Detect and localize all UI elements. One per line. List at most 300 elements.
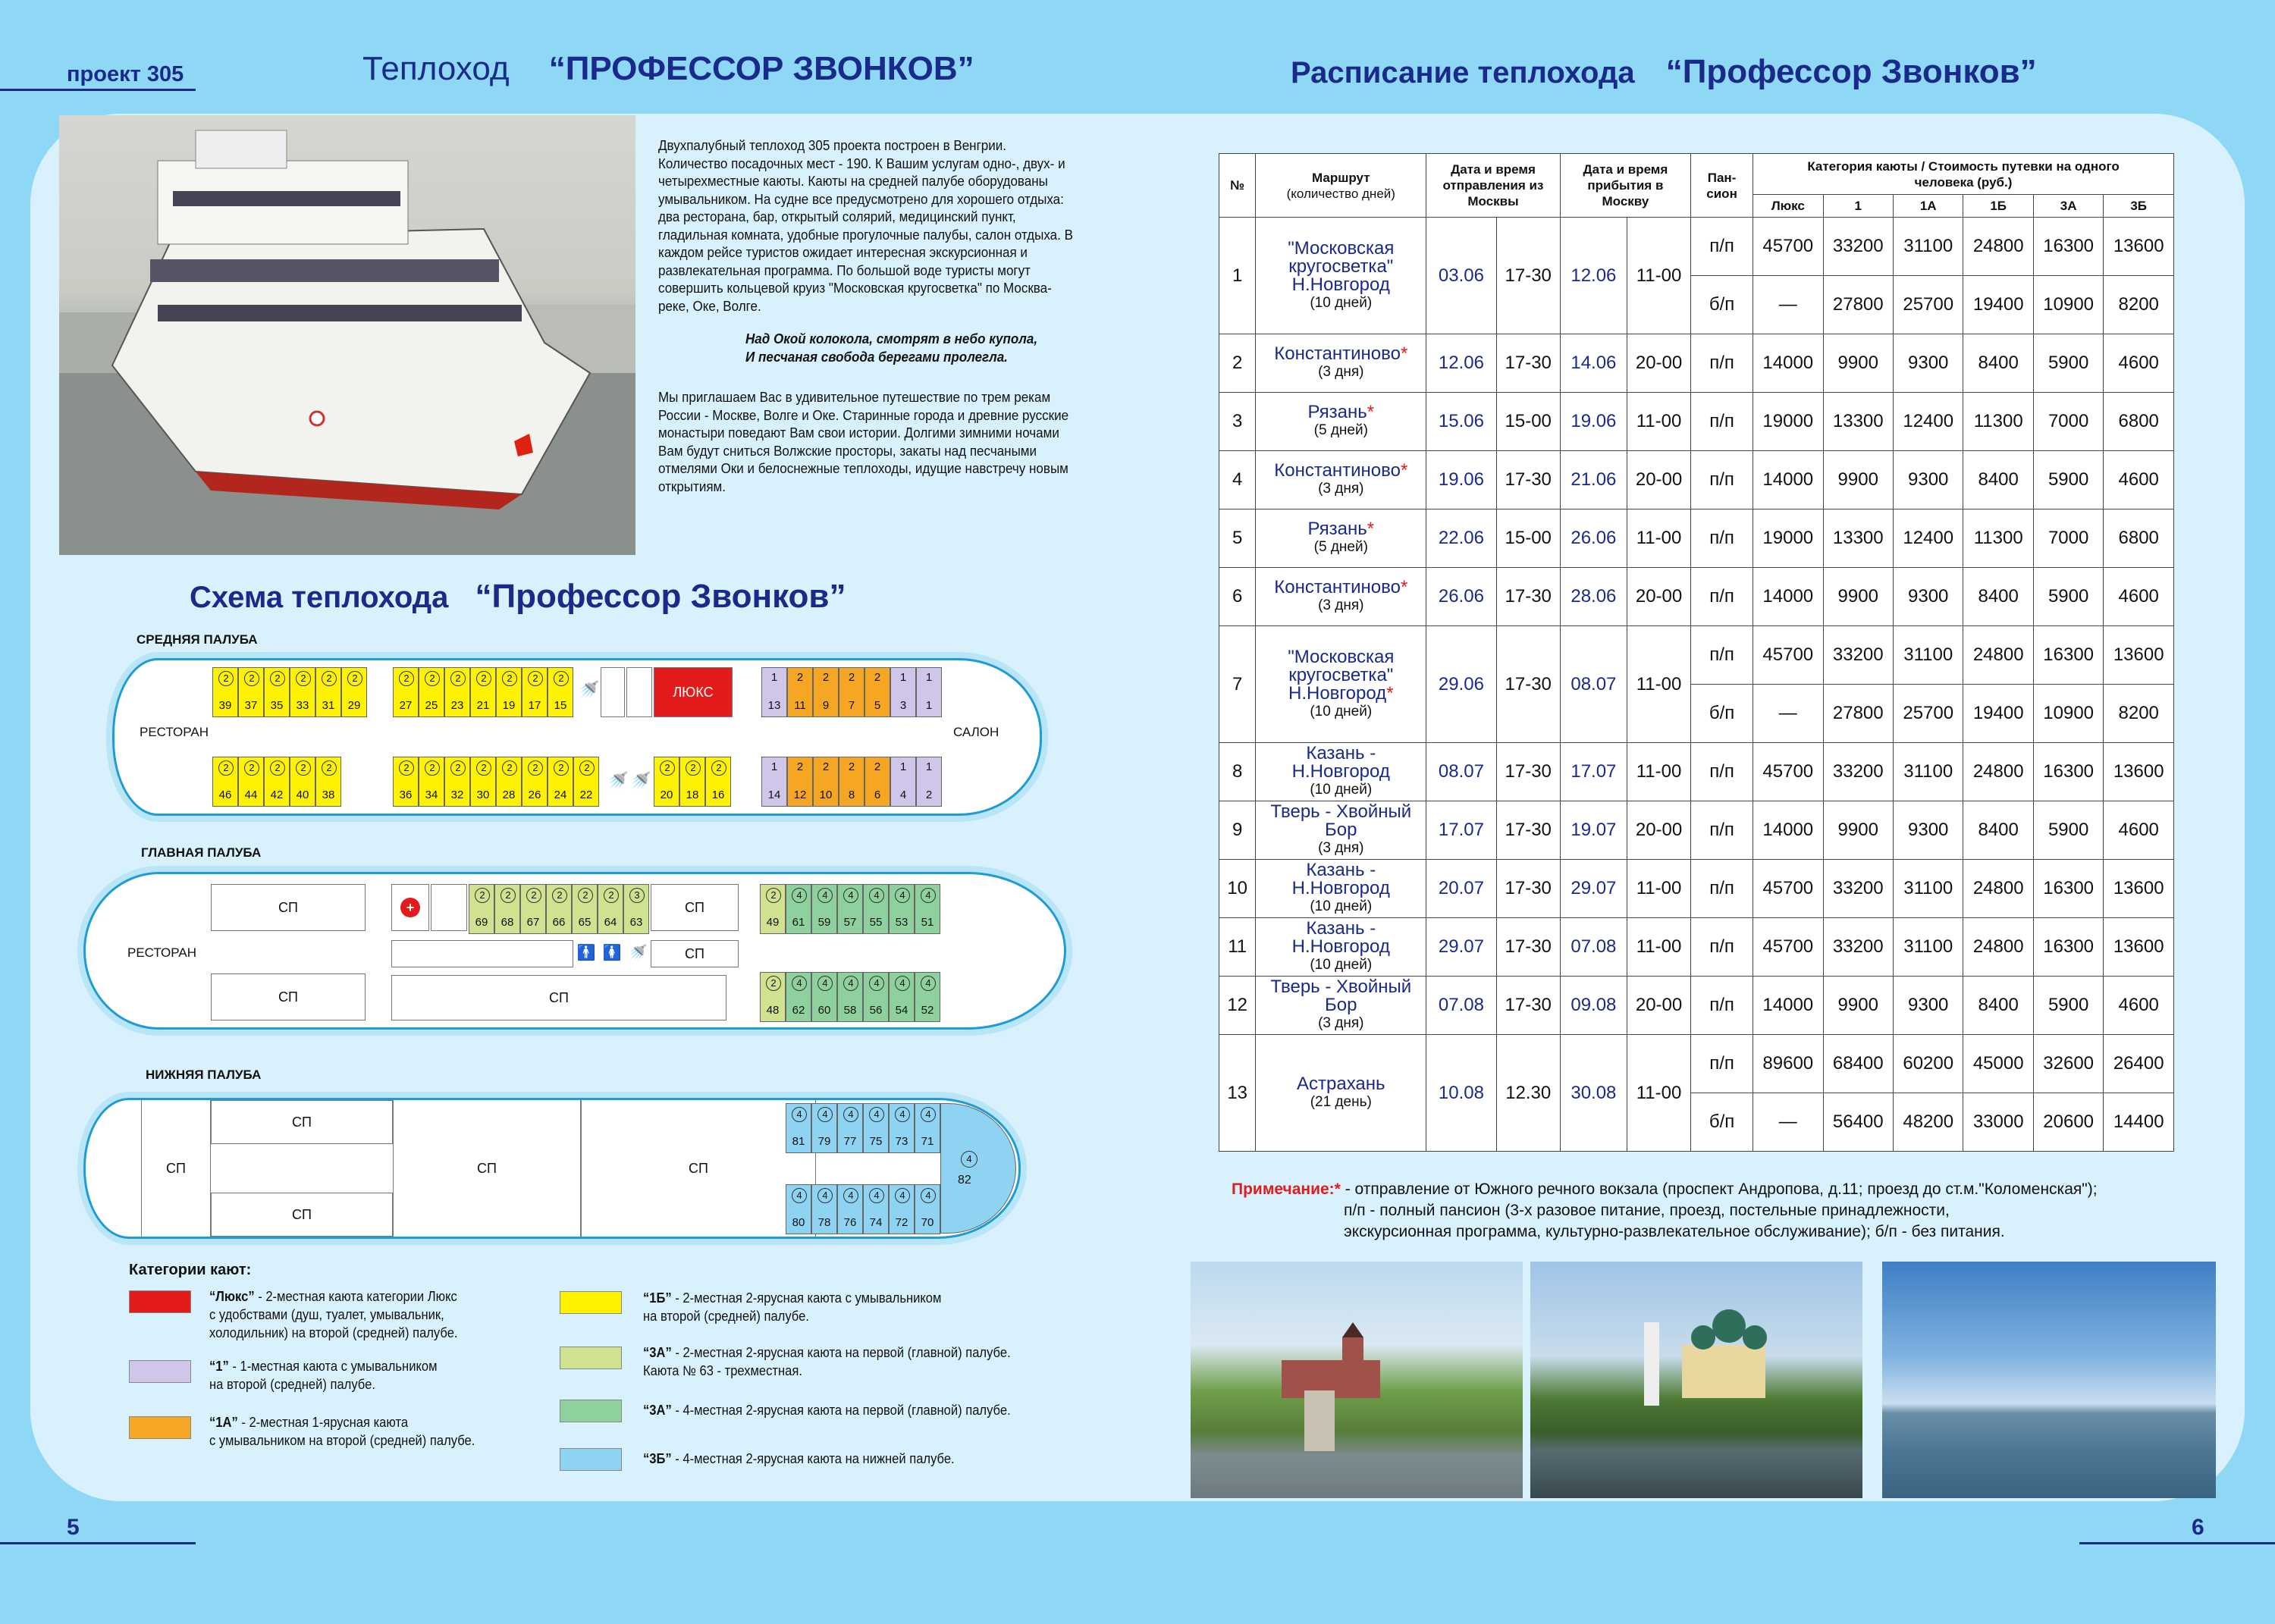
legend-text: на второй (средней) палубе. [209, 1377, 375, 1392]
cabin-number: 71 [921, 1135, 934, 1148]
cabin-number: 51 [921, 916, 934, 929]
table-cell: 31100 [1893, 860, 1963, 918]
cabin-number: 62 [792, 1004, 805, 1017]
note-star: * [1334, 1180, 1341, 1198]
table-cell: 45700 [1753, 218, 1823, 276]
legend-text: - 4-местная 2-ярусная каюта на первой (главной) палубе. [671, 1403, 1011, 1418]
table-cell: 5900 [2033, 568, 2103, 626]
legend-swatch-3a-4 [560, 1400, 622, 1422]
cabin[interactable] [889, 884, 915, 934]
cat-mark: 2 [660, 760, 675, 776]
cabin[interactable] [863, 1103, 889, 1153]
route-cell [1256, 451, 1426, 509]
table-cell: 27800 [1823, 685, 1893, 743]
l-bot-row [786, 1184, 940, 1234]
cat-mark: 4 [921, 888, 936, 903]
cabin[interactable] [863, 1184, 889, 1234]
cabin[interactable] [890, 667, 916, 717]
cabin[interactable] [811, 884, 837, 934]
lux-cabin[interactable]: ЛЮКС [654, 667, 733, 717]
cabin-number: 66 [552, 916, 566, 929]
cabin[interactable] [315, 757, 341, 807]
cabin[interactable] [341, 667, 367, 717]
cabin[interactable] [393, 667, 419, 717]
table-cell: 27800 [1823, 276, 1893, 334]
legend-name: “1А” [209, 1415, 238, 1430]
route-days: (10 дней) [1310, 782, 1373, 798]
cabin[interactable] [598, 884, 623, 934]
cabin[interactable] [916, 757, 942, 807]
cabin-number: 79 [817, 1135, 831, 1148]
table-cell: 8400 [1963, 977, 2033, 1035]
cat-mark: 2 [450, 671, 466, 686]
table-cell: 12 [1219, 977, 1256, 1035]
cabin[interactable] [786, 972, 811, 1022]
cat-mark: 2 [528, 671, 543, 686]
cat-mark: 4 [817, 1107, 833, 1122]
table-cell: 68400 [1823, 1035, 1893, 1093]
table-cell: 4600 [2104, 334, 2174, 393]
legend-name: “1Б” [643, 1290, 672, 1306]
cabin[interactable] [212, 667, 238, 717]
table-cell: 20.07 [1426, 860, 1496, 918]
left-title [362, 50, 974, 88]
table-cell: 24800 [1963, 918, 2033, 977]
cabin[interactable] [890, 757, 916, 807]
table-cell: 12400 [1893, 393, 1963, 451]
scheme-title-prefix: Схема теплохода [190, 581, 449, 614]
cabin[interactable] [572, 884, 598, 934]
cabin[interactable] [573, 757, 599, 807]
main-restaurant: РЕСТОРАН [127, 945, 197, 960]
cat-mark: 4 [895, 888, 910, 903]
cabin[interactable] [212, 757, 238, 807]
table-cell: 16300 [2033, 860, 2103, 918]
right-title-name: “Профессор Звонков” [1665, 53, 2037, 90]
cabin-number: 27 [399, 699, 413, 712]
route-name: Рязань [1307, 519, 1367, 539]
main-corridor [391, 940, 573, 967]
table-cell: 20-00 [1627, 451, 1691, 509]
cabin[interactable] [811, 1103, 837, 1153]
route-days: (3 дня) [1318, 597, 1364, 613]
cabin[interactable] [546, 884, 572, 934]
cabin[interactable] [889, 1103, 915, 1153]
cabin[interactable] [264, 757, 290, 807]
table-cell: 14000 [1753, 334, 1823, 393]
route-days: (5 дней) [1313, 539, 1368, 555]
table-cell: 31100 [1893, 218, 1963, 276]
cabin[interactable] [522, 667, 548, 717]
cabin[interactable] [787, 757, 813, 807]
cabin-number: 73 [895, 1135, 908, 1148]
table-cell: 28.06 [1560, 568, 1627, 626]
table-cell: 6800 [2104, 509, 2174, 568]
table-cell: 13600 [2104, 218, 2174, 276]
cabin[interactable] [679, 757, 705, 807]
legend-name: “3Б” [643, 1451, 672, 1466]
cat-mark: 4 [895, 1107, 910, 1122]
route-name: Астрахань [1297, 1073, 1385, 1094]
cabin[interactable] [393, 757, 419, 807]
cabin-number: 69 [475, 916, 488, 929]
table-cell: 13300 [1823, 509, 1893, 568]
schedule-row [1219, 218, 2174, 276]
cabin[interactable] [839, 757, 864, 807]
table-cell: 17-30 [1496, 218, 1560, 334]
footer-line-left [0, 1542, 196, 1544]
table-cell: 25700 [1893, 276, 1963, 334]
legend-text: с умывальником на второй (средней) палубе. [209, 1433, 475, 1448]
legend-text: - 2-местная 1-ярусная каюта [237, 1415, 409, 1430]
cabin[interactable] [238, 757, 264, 807]
table-cell: 19000 [1753, 393, 1823, 451]
schedule-row [1219, 451, 2174, 509]
cabin-number: 76 [843, 1216, 857, 1229]
cabin-number: 14 [767, 788, 781, 801]
cabin-number: 11 [794, 699, 806, 712]
table-cell: 12.06 [1426, 334, 1496, 393]
cabin[interactable] [315, 667, 341, 717]
cabin[interactable] [863, 884, 889, 934]
table-cell: п/п [1691, 568, 1753, 626]
cabin[interactable] [837, 1184, 863, 1234]
col-header-pension: Пан- сион [1691, 154, 1753, 218]
table-cell: 20-00 [1627, 334, 1691, 393]
cat-mark: 2 [604, 888, 619, 903]
cat-mark: 2 [554, 671, 569, 686]
table-cell: 15-00 [1496, 393, 1560, 451]
cabin[interactable] [419, 667, 444, 717]
cat-mark: 4 [817, 888, 833, 903]
route-days: (10 дней) [1310, 957, 1373, 973]
cabin[interactable] [654, 757, 679, 807]
table-cell: 03.06 [1426, 218, 1496, 334]
route-name: Казань - Н.Новгород [1291, 918, 1390, 957]
cabin-number: 39 [218, 699, 232, 712]
cabin-number: 46 [218, 788, 232, 801]
cabin-cat: 2 [796, 671, 804, 684]
cabin[interactable] [811, 1184, 837, 1234]
main-sp-3: СП [651, 884, 739, 931]
cat-mark: 2 [766, 976, 781, 991]
cabin[interactable] [548, 667, 573, 717]
table-cell: 17-30 [1496, 860, 1560, 918]
cat-mark: 2 [502, 760, 517, 776]
cabin[interactable] [864, 667, 890, 717]
cabin[interactable] [238, 667, 264, 717]
cabin[interactable] [520, 884, 546, 934]
lower-sp-2: СП [211, 1193, 393, 1237]
cabin-cat: 1 [925, 760, 933, 773]
table-cell: 9300 [1893, 568, 1963, 626]
cat-mark: 4 [843, 1188, 858, 1203]
cabin[interactable] [837, 1103, 863, 1153]
church-illustration [1530, 1262, 1862, 1498]
cabin-number: 23 [450, 699, 464, 712]
cabin[interactable] [470, 667, 496, 717]
table-cell: 5900 [2033, 801, 2103, 860]
cabin[interactable] [290, 757, 315, 807]
table-cell: 07.08 [1426, 977, 1496, 1035]
cabin[interactable] [889, 972, 915, 1022]
cabin-number: 77 [843, 1135, 857, 1148]
route-star: * [1400, 460, 1408, 481]
shower-icon-2: 🚿 [607, 771, 629, 790]
footer-line-right [2079, 1542, 2275, 1544]
cabin-number: 70 [921, 1216, 934, 1229]
cat-mark: 4 [869, 1107, 884, 1122]
table-cell: 11-00 [1627, 509, 1691, 568]
table-cell: 11 [1219, 918, 1256, 977]
cabin[interactable] [813, 667, 839, 717]
table-cell: п/п [1691, 801, 1753, 860]
cabin[interactable] [786, 1103, 811, 1153]
ship-photo [59, 115, 635, 555]
cabin[interactable] [915, 1103, 940, 1153]
cat-mark: 2 [244, 671, 259, 686]
cat-mark: 3 [629, 888, 645, 903]
cabin[interactable] [813, 757, 839, 807]
table-cell: 26400 [2104, 1035, 2174, 1093]
legend-text: холодильник) на второй (средней) палубе. [209, 1325, 458, 1340]
cabin[interactable] [837, 972, 863, 1022]
cat-mark: 2 [766, 888, 781, 903]
cabin-number: 54 [895, 1004, 908, 1017]
table-cell: п/п [1691, 626, 1753, 685]
cabin[interactable] [522, 757, 548, 807]
note-label: Примечание: [1232, 1180, 1335, 1198]
cabin-number: 56 [869, 1004, 883, 1017]
photo-volga [1882, 1262, 2216, 1498]
cabin[interactable] [470, 757, 496, 807]
legend-swatch-lux [129, 1290, 191, 1313]
schedule-body [1219, 218, 2174, 1152]
table-cell: 10900 [2033, 685, 2103, 743]
cabin[interactable] [444, 757, 470, 807]
cabin-number: 5 [874, 699, 881, 712]
cabin[interactable] [760, 884, 786, 934]
table-cell: п/п [1691, 1035, 1753, 1093]
cabin[interactable] [837, 884, 863, 934]
col-header-departure: Дата и время отправления из Москвы [1426, 154, 1561, 218]
route-name: Константиново [1274, 343, 1401, 364]
table-cell: 48200 [1893, 1093, 1963, 1152]
table-cell: 17-30 [1496, 977, 1560, 1035]
cabin[interactable] [889, 1184, 915, 1234]
table-cell: 8400 [1963, 568, 2033, 626]
cabin[interactable] [839, 667, 864, 717]
cabin[interactable] [494, 884, 520, 934]
table-cell: 26.06 [1426, 568, 1496, 626]
cabin[interactable] [786, 884, 811, 934]
legend-text: - 2-местная 2-ярусная каюта с умывальником [671, 1290, 942, 1306]
cabin[interactable] [864, 757, 890, 807]
table-cell: п/п [1691, 334, 1753, 393]
table-cell: п/п [1691, 743, 1753, 801]
cabin[interactable] [548, 757, 573, 807]
table-cell: 24800 [1963, 626, 2033, 685]
table-cell: 8400 [1963, 801, 2033, 860]
table-cell: 11300 [1963, 509, 2033, 568]
legend-text: Каюта № 63 - трехместная. [643, 1363, 802, 1378]
cabin[interactable] [469, 884, 494, 934]
table-cell: 22.06 [1426, 509, 1496, 568]
cabin[interactable] [760, 972, 786, 1022]
table-cell: 9900 [1823, 977, 1893, 1035]
cabin[interactable] [761, 667, 787, 717]
table-cell: б/п [1691, 276, 1753, 334]
cabin-number: 35 [270, 699, 284, 712]
table-cell: 17-30 [1496, 568, 1560, 626]
cabin[interactable] [761, 757, 787, 807]
table-cell: 13 [1219, 1035, 1256, 1152]
table-cell: 8200 [2104, 685, 2174, 743]
scheme-title-name: “Профессор Звонков” [475, 578, 846, 615]
cabin-number: 8 [848, 788, 855, 801]
cat-mark: 4 [869, 888, 884, 903]
intro-paragraph-1: Двухпалубный теплоход 305 проекта построен в Венгрии. Количество посадочных мест - 190. К Вашим услугам одно-, двух- и четырехместные каюты. Каюты на средней палубе оборудованы умывальником. На судне все предусмотрено для хорошего отдыха: два ресторана, бар, открытый солярий, медицинский пункт, гладильная комната, удобные прогулочные палубы, салон отдыха. В каждом рейсе туристов ожидает интересная экскурсионная и развлекательная программа. По большой воде туристы могут совершить кольцевой круиз "Московская кругосветка" по Москва-реке, Оке, Волге. [658, 137, 1073, 314]
table-cell: 17-30 [1496, 451, 1560, 509]
middle-service-room-2 [626, 667, 652, 717]
cabin-number: 58 [843, 1004, 857, 1017]
left-title-prefix: Теплоход [362, 50, 510, 87]
cabin-number: 49 [766, 916, 780, 929]
cat-header: 1А [1893, 195, 1963, 218]
route-name: Константиново [1274, 460, 1401, 481]
main-sp-1: СП [211, 884, 366, 931]
middle-service-room [601, 667, 625, 717]
cat-header: Люкс [1753, 195, 1823, 218]
legend-text: - 2-местная 2-ярусная каюта на первой (главной) палубе. [671, 1345, 1011, 1360]
route-days: (3 дня) [1318, 1015, 1364, 1031]
cabin[interactable] [264, 667, 290, 717]
cabin-cat: 2 [822, 671, 830, 684]
cabin[interactable] [863, 972, 889, 1022]
table-cell: 19400 [1963, 276, 2033, 334]
table-cell: 9900 [1823, 568, 1893, 626]
legend-swatch-1a [129, 1416, 191, 1439]
cabin-number: 63 [629, 916, 643, 929]
note-line-3: экскурсионная программа, культурно-развлекательное обслуживание); б/п - без питания. [1344, 1223, 2005, 1240]
table-cell: 7 [1219, 626, 1256, 743]
cabin[interactable] [915, 1184, 940, 1234]
cabin[interactable] [915, 884, 940, 934]
cabin-number: 9 [822, 699, 830, 712]
cat-header: 3А [2033, 195, 2103, 218]
legend-name: “1” [209, 1359, 229, 1374]
table-cell: 56400 [1823, 1093, 1893, 1152]
cabin-cat: 1 [899, 760, 907, 773]
table-cell: 14000 [1753, 568, 1823, 626]
cabin[interactable] [290, 667, 315, 717]
verse-line-2: И песчаная свобода берегами пролегла. [745, 348, 1008, 365]
cabin-number: 81 [792, 1135, 805, 1148]
cabin-number: 64 [604, 916, 617, 929]
schedule-row [1219, 334, 2174, 393]
medical-point [391, 884, 429, 931]
legend-swatch-1 [129, 1360, 191, 1383]
cabin[interactable] [786, 1184, 811, 1234]
cabin-number: 72 [895, 1216, 908, 1229]
table-cell: 14000 [1753, 801, 1823, 860]
cat-mark: 2 [711, 760, 726, 776]
g-top-row-b [760, 884, 940, 934]
table-cell: 29.07 [1426, 918, 1496, 977]
cabin-cat: 2 [874, 760, 881, 773]
cabin[interactable] [916, 667, 942, 717]
cabin-number: 7 [848, 699, 855, 712]
table-cell: п/п [1691, 918, 1753, 977]
shower-icon-4: 🚿 [628, 945, 648, 961]
legend-text: с удобствами (душ, туалет, умывальник, [209, 1307, 444, 1322]
route-name: Рязань [1307, 402, 1367, 422]
legend-swatch-1b [560, 1291, 622, 1314]
cabin-number: 16 [711, 788, 725, 801]
cat-mark: 4 [817, 976, 833, 991]
route-star: * [1367, 402, 1375, 422]
schedule-row [1219, 801, 2174, 860]
table-cell: 17-30 [1496, 334, 1560, 393]
table-cell: 8200 [2104, 276, 2174, 334]
table-cell: 11-00 [1627, 218, 1691, 334]
left-title-name: “ПРОФЕССОР ЗВОНКОВ” [548, 50, 974, 87]
table-cell: 45700 [1753, 918, 1823, 977]
table-cell: 16300 [2033, 218, 2103, 276]
cat-mark: 4 [843, 976, 858, 991]
cabin-number: 57 [843, 916, 857, 929]
table-cell: 60200 [1893, 1035, 1963, 1093]
schedule-row [1219, 743, 2174, 801]
cabin[interactable] [419, 757, 444, 807]
route-cell [1256, 977, 1426, 1035]
table-cell: 17.07 [1560, 743, 1627, 801]
table-cell: 30.08 [1560, 1035, 1627, 1152]
cabin-cat: 2 [848, 760, 855, 773]
cat-mark: 2 [425, 671, 440, 686]
cabin-number: 21 [476, 699, 490, 712]
table-cell: 31100 [1893, 626, 1963, 685]
right-title-prefix: Расписание теплохода [1291, 56, 1635, 89]
cabin[interactable] [787, 667, 813, 717]
cat-mark: 4 [792, 888, 807, 903]
cat-mark: 4 [961, 1151, 977, 1168]
cabin-cat: 2 [822, 760, 830, 773]
legend-swatch-3a-2 [560, 1347, 622, 1369]
schedule-row [1219, 918, 2174, 977]
route-days: (10 дней) [1310, 898, 1373, 914]
cabin[interactable] [705, 757, 731, 807]
cabin[interactable] [444, 667, 470, 717]
legend-item-3b [643, 1450, 955, 1468]
cabin[interactable] [811, 972, 837, 1022]
cabin[interactable] [496, 667, 522, 717]
table-cell: 13300 [1823, 393, 1893, 451]
cabin[interactable] [623, 884, 649, 934]
cat-header: 1 [1823, 195, 1893, 218]
table-cell: 08.07 [1426, 743, 1496, 801]
route-days: (21 день) [1310, 1093, 1372, 1110]
cabin[interactable] [496, 757, 522, 807]
cabin[interactable] [915, 972, 940, 1022]
middle-deck-label: СРЕДНЯЯ ПАЛУБА [136, 632, 258, 647]
table-cell: 10.08 [1426, 1035, 1496, 1152]
m-top-row-a [212, 667, 367, 717]
route-cell [1256, 1035, 1426, 1152]
cat-mark: 4 [921, 1107, 936, 1122]
table-cell: б/п [1691, 685, 1753, 743]
table-cell: 08.07 [1560, 626, 1627, 743]
